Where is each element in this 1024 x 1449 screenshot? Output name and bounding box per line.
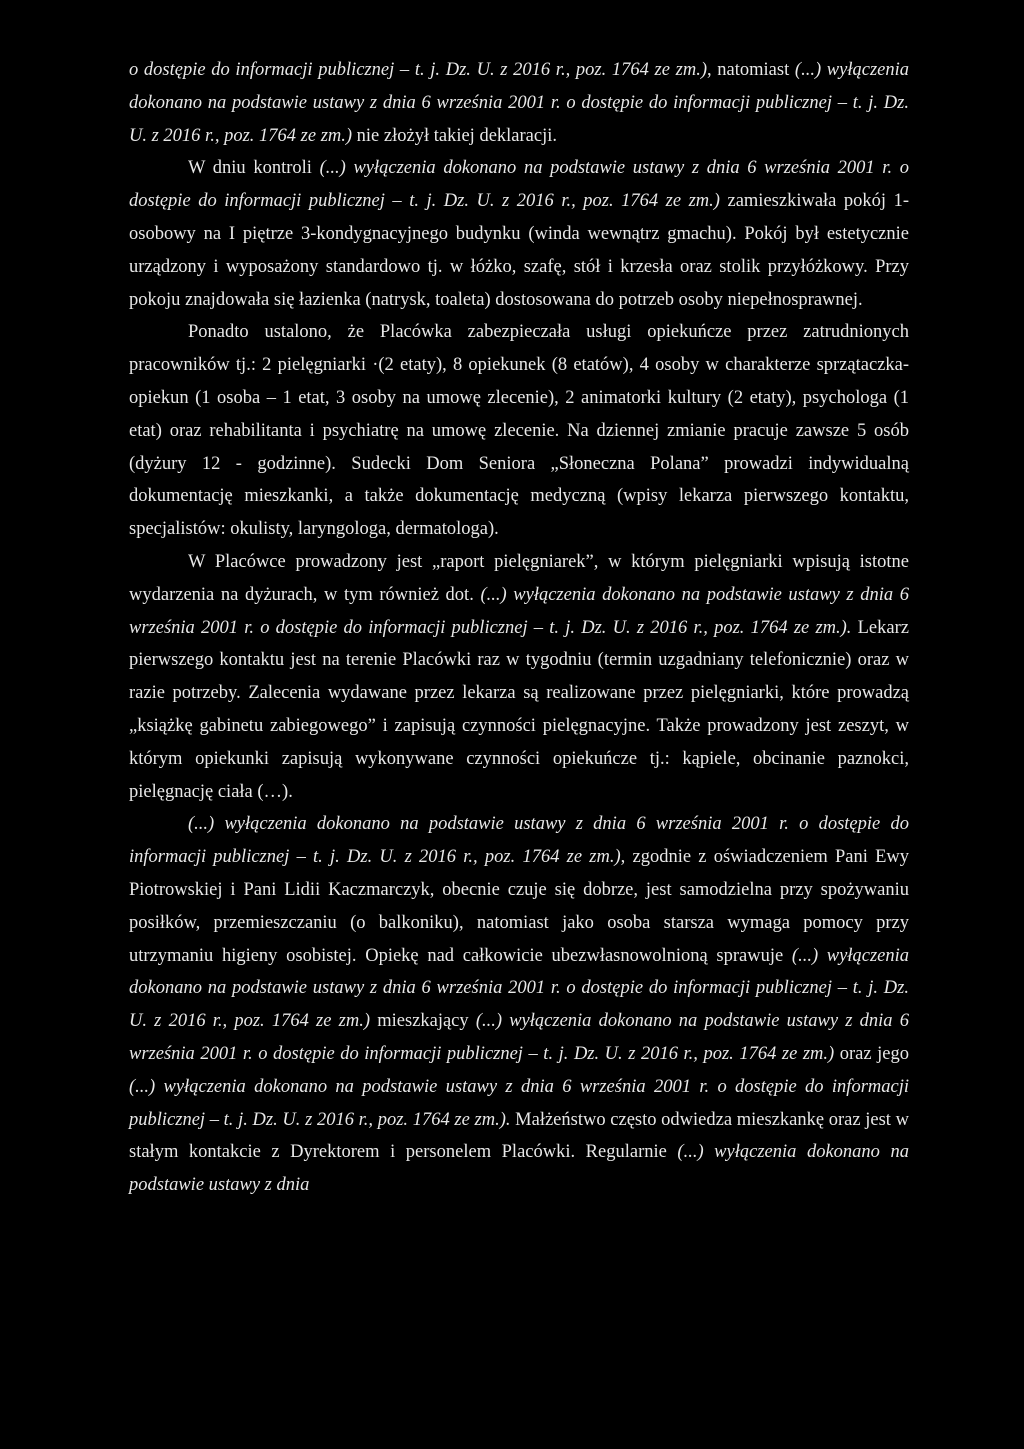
text-segment: o dostępie do informacji publicznej – t. j. Dz. U. z 2016 r., poz. 1764 ze zm.)	[129, 60, 707, 80]
paragraph-5	[129, 808, 909, 1202]
text-segment: Małżeństwo często odwiedza mieszkankę oraz jest w stałym kontakcie z Dyrektorem i personelem Placówki. Regularnie	[129, 1109, 909, 1163]
paragraph-1	[129, 54, 909, 152]
text-segment: W dniu kontroli	[188, 158, 320, 179]
text-segment: (...) wyłączenia dokonano na podstawie ustawy z dnia 6 września 2001 r. o dostępie do informacji publicznej – t. j. Dz. U. z 2016 r., poz. 1764 ze zm.)	[129, 945, 909, 1032]
text-segment: (...) wyłączenia dokonano na podstawie ustawy z dnia 6 września 2001 r. o dostępie do informacji publicznej – t. j. Dz. U. z 2016 r., poz. 1764 ze zm.).	[129, 584, 910, 638]
text-segment: , natomiast	[707, 60, 795, 80]
text-segment: (...) wyłączenia dokonano na podstawie ustawy z dnia 6 września 2001 r. o dostępie do informacji publicznej – t. j. Dz. U. z 2016 r., poz. 1764 ze zm.)	[129, 1011, 909, 1064]
paragraph-2	[129, 152, 909, 316]
text-segment: nie złożył takiej deklaracji.	[352, 125, 557, 146]
paragraph-4	[129, 546, 909, 808]
text-segment: Lekarz pierwszego kontaktu jest na terenie Placówki raz w tygodniu (termin uzgadniany telefonicznie) oraz w razie potrzeby. Zalecenia wydawane przez lekarza są realizowane przez pielęgniarki, które prowadzą „książkę gabinetu zabiegowego” i zapisują czynności pielęgnacyjne. Także prowadzony jest zeszyt, w którym opiekunki zapisują wykonywane czynności opiekuńcze tj.: kąpiele, obcinanie paznokci, pielęgnację ciała (…).	[129, 617, 909, 802]
text-segment: (...) wyłączenia dokonano na podstawie ustawy z dnia	[129, 1142, 909, 1196]
text-segment: zamieszkiwała pokój 1-osobowy na I piętrze 3-kondygnacyjnego budynku (winda wewnątrz gmachu). Pokój był estetycznie urządzony i wyposażony standardowo tj. w łóżko, szafę, stół i krzesła oraz stolik przyłóżkowy. Przy pokoju znajdowała się łazienka (natrysk, toaleta) dostosowana do potrzeb osoby niepełnosprawnej.	[129, 191, 909, 310]
text-segment: , zgodnie z oświadczeniem Pani Ewy Piotrowskiej i Pani Lidii Kaczmarczyk, obecnie czuje się dobrze, jest samodzielna przy spożywaniu posiłków, przemieszczaniu (o balkoniku), natomiast jako osoba starsza wymaga pomocy przy utrzymaniu higieny osobistej. Opiekę nad całkowicie ubezwłasnowolnioną sprawuje	[129, 847, 910, 966]
text-segment: W Placówce prowadzony jest „raport pielęgniarek”, w którym pielęgniarki wpisują istotne wydarzenia na dyżurach, w tym również dot.	[129, 551, 909, 605]
text-segment: (...) wyłączenia dokonano na podstawie ustawy z dnia 6 września 2001 r. o dostępie do informacji publicznej – t. j. Dz. U. z 2016 r., poz. 1764 ze zm.).	[129, 1076, 909, 1130]
document-page	[129, 54, 909, 1202]
text-segment: oraz jego	[834, 1043, 910, 1064]
text-segment: Ponadto ustalono, że Placówka zabezpieczała usługi opiekuńcze przez zatrudnionych pracowników tj.: 2 pielęgniarki ·(2 etaty), 8 opiekunek (8 etatów), 4 osoby w charakterze sprzątaczka-opiekun (1 osoba – 1 etat, 3 osoby na umowę zlecenie), 2 animatorki kultury (2 etaty), psychologa (1 etat) oraz rehabilitanta i psychiatrę na umowę zlecenie. Na dziennej zmianie pracuje zawsze 5 osób (dyżury 12 - godzinne). Sudecki Dom Seniora „Słoneczna Polana” prowadzi indywidualną dokumentację mieszkanki, a także dokumentację medyczną (wpisy lekarza pierwszego kontaktu, specjalistów: okulisty, laryngologa, dermatologa).	[129, 322, 909, 540]
paragraph-3	[129, 316, 909, 546]
text-segment: (...) wyłączenia dokonano na podstawie ustawy z dnia 6 września 2001 r. o dostępie do informacji publicznej – t. j. Dz. U. z 2016 r., poz. 1764 ze zm.)	[129, 158, 909, 212]
text-segment: (...) wyłączenia dokonano na podstawie ustawy z dnia 6 września 2001 r. o dostępie do informacji publicznej – t. j. Dz. U. z 2016 r., poz. 1764 ze zm.)	[129, 60, 909, 146]
text-segment: (...) wyłączenia dokonano na podstawie ustawy z dnia 6 września 2001 r. o dostępie do informacji publicznej – t. j. Dz. U. z 2016 r., poz. 1764 ze zm.)	[129, 814, 909, 868]
text-segment: mieszkający	[370, 1011, 476, 1032]
